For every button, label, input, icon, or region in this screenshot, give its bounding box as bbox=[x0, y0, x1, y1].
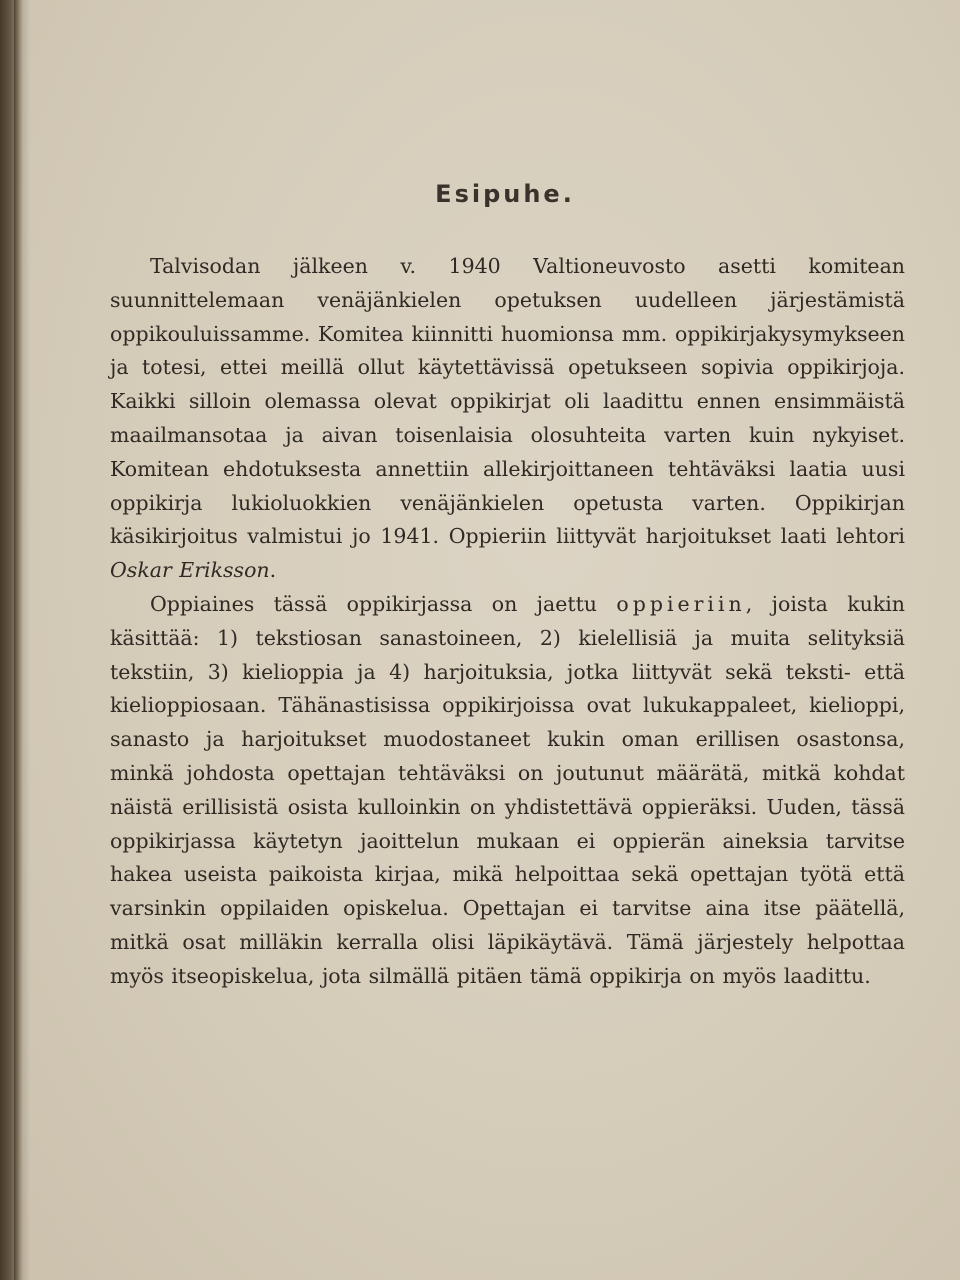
paragraph-1 bbox=[110, 250, 905, 588]
paragraph-1-text: Talvisodan jälkeen v. 1940 Valtioneuvosto asetti komitean suunnittelemaan venäjänkielen opetuksen uudelleen järjestämistä oppikouluissamme. Komitea kiinnitti huomionsa mm. oppikirjakysymykseen ja totesi, ettei meillä ollut käytettävissä opetukseen sopivia oppikirjoja. Kaikki silloin olemassa olevat oppikirjat oli laadittu ennen ensimmäistä maailmansotaa ja aivan toisenlaisia olosuhteita varten kuin nykyiset. Komitean ehdotuksesta annettiin allekirjoittaneen tehtäväksi laatia uusi oppikirja lukioluokkien venäjänkielen opetusta varten. Oppikirjan käsikirjoitus valmistui jo 1941. Oppieriin liittyvät harjoitukset laati lehtori bbox=[110, 254, 905, 549]
page-title: Esipuhe. bbox=[435, 180, 575, 208]
paragraph-2-text-start: Oppiaines tässä oppikirjassa on jaettu bbox=[150, 591, 617, 616]
preface-body bbox=[110, 250, 905, 994]
author-name: Oskar Eriksson bbox=[110, 558, 270, 583]
paragraph-2-text-rest: , joista kukin käsittää: 1) tekstiosan sanastoineen, 2) kielellisiä ja muita selityksiä tekstiin, 3) kielioppia ja 4) harjoituksia, jotka liittyvät sekä teksti- että kielioppiosaan. Tähänastisissa oppikirjoissa ovat lukukappaleet, kielioppi, sanasto ja harjoitukset muodostaneet kukin oman erillisen osastonsa, minkä johdosta opettajan tehtäväksi on joutunut määrätä, mitkä kohdat näistä erillisistä osista kulloinkin on yhdistettävä oppieräksi. Uuden, tässä oppikirjassa käytetyn jaoittelun mukaan ei oppierän aineksia tarvitse hakea useista paikoista kirjaa, mikä helpoittaa sekä opettajan työtä että varsinkin oppilaiden opiskelua. Opettajan ei tarvitse aina itse päätellä, mitkä osat milläkin kerralla olisi läpikäytävä. Tämä järjestely helpottaa myös itseopiskelua, jota silmällä pitäen tämä oppikirja on myös laadittu. bbox=[110, 591, 905, 988]
paragraph-1-end: . bbox=[269, 558, 277, 583]
emphasized-word: oppieriin bbox=[616, 591, 746, 616]
paragraph-2 bbox=[110, 588, 905, 994]
